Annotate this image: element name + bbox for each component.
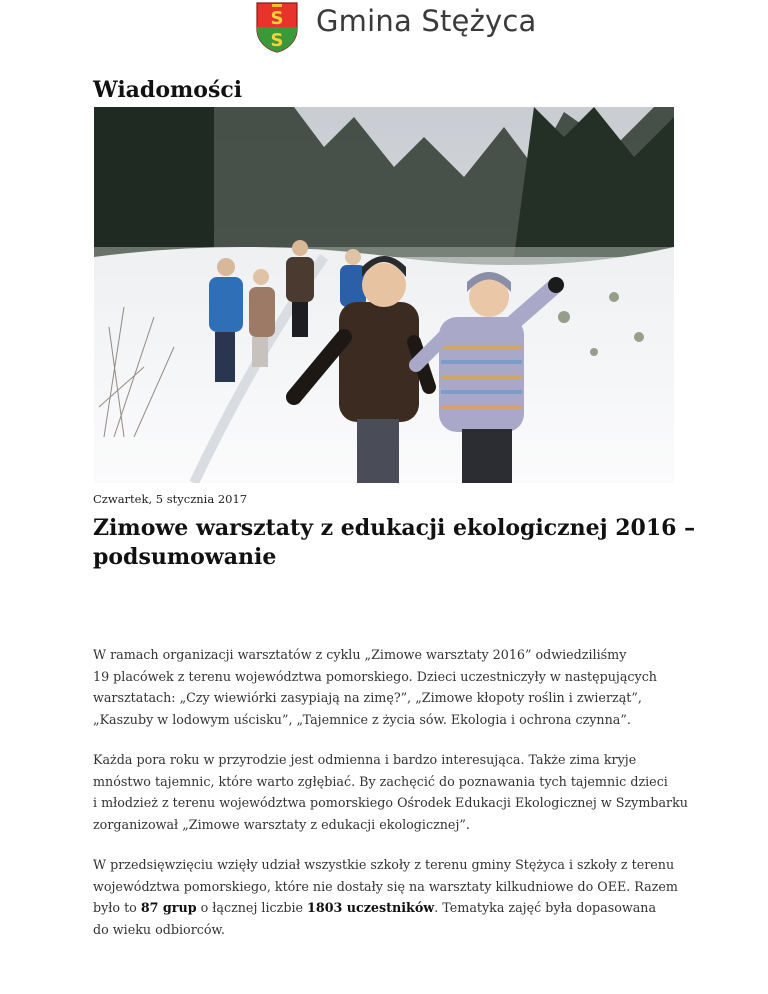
paragraph (93, 644, 693, 730)
site-name[interactable]: Gmina Stężyca (316, 4, 537, 38)
group-count: 87 grup (140, 900, 197, 915)
svg-text:S: S (270, 8, 284, 29)
article-hero-image (94, 107, 674, 483)
paragraph-line: „Kaszuby w lodowym uścisku”, „Tajemnice z życia sów. Ekologia i ochrona czynna”. (93, 711, 631, 727)
paragraph-line: warsztatach: „Czy wiewiórki zasypiają na zimę?”, „Zimowe kłopoty roślin i zwierząt”, (93, 690, 642, 705)
paragraph-line (93, 897, 693, 919)
article-title (93, 514, 713, 572)
paragraph (93, 749, 693, 835)
paragraph (93, 854, 693, 940)
paragraph-line: i młodzież z terenu województwa pomorskiego Ośrodek Edukacji Ekologicznej w Szymbarku (93, 795, 688, 810)
paragraph-line: W przedsięwzięciu wzięły udział wszystkie szkoły z terenu gminy Stężyca i szkoły z terenu (93, 857, 675, 872)
paragraph-line: 19 placówek z terenu województwa pomorskiego. Dzieci uczestniczyły w następujących (93, 668, 657, 684)
text-run: o łącznej liczbie (196, 900, 308, 915)
paragraph-line: województwa pomorskiego, które nie dostały się na warsztaty kilkudniowe do OEE. Razem (93, 878, 678, 894)
text-run: . Tematyka zajęć była dopasowana (434, 900, 657, 915)
text-run: było to (93, 900, 141, 915)
paragraph-line: W ramach organizacji warsztatów z cyklu „Zimowe warsztaty 2016” odwiedziliśmy (93, 647, 627, 662)
site-header (0, 0, 768, 60)
article-title-line: podsumowanie (93, 544, 277, 570)
paragraph-line: Każda pora roku w przyrodzie jest odmienna i bardzo interesująca. Także zima kryje (93, 752, 637, 767)
municipality-crest-icon[interactable] (255, 1, 299, 53)
svg-text:S: S (270, 30, 284, 51)
article-date: Czwartek, 5 stycznia 2017 (93, 492, 248, 506)
paragraph-line: do wieku odbiorców. (93, 921, 225, 937)
article-title-line: Zimowe warsztaty z edukacji ekologicznej 2016 – (93, 515, 696, 541)
article-body (93, 644, 693, 959)
section-title: Wiadomości (93, 77, 243, 103)
paragraph-line: mnóstwo tajemnic, które warto zgłębiać. By zachęcić do poznawania tych tajemnic dzieci (93, 773, 668, 789)
participant-count: 1803 uczestników (307, 900, 435, 915)
paragraph-line: zorganizował „Zimowe warsztaty z edukacji ekologicznej”. (93, 816, 470, 832)
